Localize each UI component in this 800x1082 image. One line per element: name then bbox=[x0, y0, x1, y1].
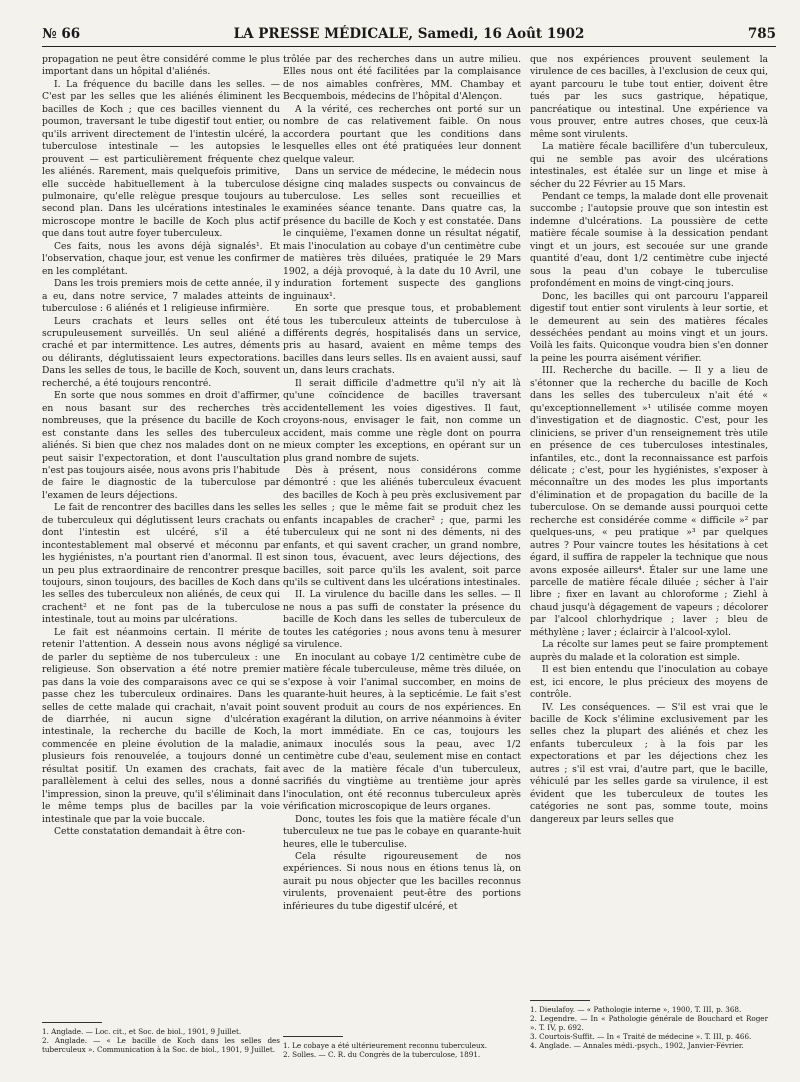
footnotes-col1 bbox=[42, 1027, 280, 1054]
paragraph: que nos expériences prouvent seulement la virulence de ces bacilles, à l'exclusion de ceux qui, ayant parcouru le tube tout entier, doivent être tués par les sucs gastrique, hépatique, pancréatique ou intestinal. Une expérience va vous prouver, entre autres choses, que ceux-là même sont virulents. bbox=[530, 54, 768, 140]
issue-number: № 66 bbox=[42, 26, 81, 42]
footnote: 3. Courtois-Suffit. — In « Traité de médecine ». T. III, p. 466. bbox=[530, 1032, 752, 1041]
footnote-rule bbox=[42, 1022, 102, 1023]
paragraph: Il est bien entendu que l'inoculation au cobaye est, ici encore, le plus précieux des moyens de contrôle. bbox=[530, 664, 768, 701]
column-2 bbox=[283, 54, 521, 913]
section-heading-paragraph: II. La virulence du bacille dans les selles. — Il ne nous a pas suffi de constater la présence du bacille de Koch dans les selles de tuberculeux de toutes les catégories ; nous avons tenu à mesurer sa virulence. bbox=[283, 589, 521, 651]
paragraph: Pendant ce temps, la malade dont elle provenait succombe ; l'autopsie prouve que son intestin est indemne d'ulcérations. La poussière de cette matière fécale soumise à la dessication pendant vingt et un jours, est secouée sur une grande quantité d'eau, dont 1/2 centimètre cube injecté sous la peau d'un cobaye le tuberculise profondément en moins de vingt-cinq jours. bbox=[530, 190, 768, 290]
footnote: 4. Anglade. — Annales médi.-psych., 1902, Janvier-Février. bbox=[530, 1041, 744, 1050]
footnote: 1. Le cobaye a été ultérieurement reconnu tuberculeux. bbox=[283, 1041, 487, 1050]
footnote: 2. Legendre. — In « Pathologie générale de Bouchard et Roger ». T. IV, p. 692. bbox=[530, 1014, 768, 1032]
paragraph: Ces faits, nous les avons déjà signalés¹. Et l'observation, chaque jour, est venue les confirmer en les complétant. bbox=[42, 240, 280, 277]
footnote: 2. Solles. — C. R. du Congrès de la tuberculose, 1891. bbox=[283, 1050, 481, 1059]
paragraph: trôlée par des recherches dans un autre milieu. Elles nous ont été facilitées par la complaisance de nos aimables confrères, MM. Chambay et Becquembois, médecins de l'hôpital d'Alençon. bbox=[283, 54, 521, 103]
paragraph: Donc, les bacilles qui ont parcouru l'appareil digestif tout entier sont virulents à leur sortie, et le demeurent au sein des matières fécales desséchées pendant au moins vingt et un jours. Voilà les faits. Quiconque voudra bien s'en donner la peine les pourra aisément vérifier. bbox=[530, 290, 768, 364]
section-heading-paragraph: IV. Les conséquences. — S'il est vrai que le bacille de Kock s'élimine exclusivement par les selles chez la plupart des aliénés et chez les enfants tuberculeux ; à la fois par les expectorations et par les déjections chez les autres ; s'il est vrai, d'autre part, que le bacille, véhiculé par les selles garde sa virulence, il est évident que les tuberculeux de toutes les catégories ne sont pas, somme toute, moins dangereux par leurs selles que bbox=[530, 701, 768, 825]
section-heading-paragraph: I. La fréquence du bacille dans les selles. — C'est par les selles que les aliénés éliminent les bacilles de Koch ; que ces bacilles viennent du poumon, traversant le tube digestif tout entier, ou qu'ils arrivent directement de l'intestin ulcéré, la tuberculose intestinale — les autopsies le prouvent — est particulièrement fréquente chez les aliénés. Rarement, mais quelquefois primitive, elle succède habituellement à la tuberculose pulmonaire, qu'elle relègue presque toujours au second plan. Dans les ulcérations intestinales le microscope montre le bacille de Koch plus actif que dans tout autre foyer tuberculeux. bbox=[42, 78, 280, 240]
paragraph: Cela résulte rigoureusement de nos expériences. Si nous nous en étions tenus là, on aurait pu nous objecter que les bacilles reconnus virulents, provenaient peut-être des portions inférieures du tube digestif ulcéré, et bbox=[283, 851, 521, 912]
page-header bbox=[42, 22, 776, 42]
paragraph: Dans un service de médecine, le médecin nous désigne cinq malades suspects ou convaincus de tuberculose. Les selles sont recueillies et examinées séance tenante. Dans quatre cas, la présence du bacille de Koch y est constatée. Dans le cinquième, l'examen donne un résultat négatif, mais l'inoculation au cobaye d'un centimètre cube de matières très diluées, pratiquée le 29 Mars 1902, a déjà provoqué, à la date du 10 Avril, une induration fortement suspecte des ganglions inguinaux¹. bbox=[283, 166, 521, 302]
paragraph: Le fait est néanmoins certain. Il mérite de retenir l'attention. A dessein nous avons négligé de parler du septième de nos tuberculeux : une religieuse. Son observation a été notre premier pas dans la voie des comparaisons avec ce qui se passe chez les tuberculeux ordinaires. Dans les selles de cette malade qui crachait, n'avait point de diarrhée, ni aucun signe d'ulcération intestinale, la recherche du bacille de Koch, commencée en pleine évolution de la maladie, plusieurs fois renouvelée, a toujours donné un résultat positif. Un examen des crachats, fait parallèlement à celui des selles, nous a donné l'impression, sinon la preuve, qu'il s'éliminait dans le même temps plus de bacilles par la voie intestinale que par la voie buccale. bbox=[42, 626, 280, 825]
footnotes-col3 bbox=[530, 1005, 768, 1050]
footnote: 1. Dieulafoy. — « Pathologie interne », 1900, T. III, p. 368. bbox=[530, 1005, 742, 1014]
footnote: 1. Anglade. — Loc. cit., et Soc. de biol., 1901, 9 Juillet. bbox=[42, 1027, 242, 1036]
paragraph: Dès à présent, nous considérons comme démontré : que les aliénés tuberculeux évacuent des bacilles de Koch à peu près exclusivement par les selles ; que le même fait se produit chez les enfants incapables de cracher² ; que, parmi les tuberculeux qui ne sont ni des déments, ni des enfants, et qui savent cracher, un grand nombre, sinon tous, évacuent, avec leurs déjections, des bacilles, soit parce qu'ils les avalent, soit parce qu'ils se cultivent dans les ulcérations intestinales. bbox=[283, 464, 521, 589]
column-1 bbox=[42, 54, 280, 839]
journal-title: LA PRESSE MÉDICALE, Samedi, 16 Août 1902 bbox=[233, 26, 585, 42]
paragraph: Dans les trois premiers mois de cette année, il y a eu, dans notre service, 7 malades atteints de tuberculose : 6 aliénés et 1 religieuse infirmière. bbox=[42, 278, 280, 315]
paragraph: Le fait de rencontrer des bacilles dans les selles de tuberculeux qui déglutissent leurs crachats ou dont l'intestin est ulcéré, s'il a été incontestablement mal observé et méconnu par les hygiénistes, n'a pourtant rien d'anormal. Il est un peu plus extraordinaire de rencontrer presque toujours, sinon toujours, des bacilles de Koch dans les selles des tuberculeux non aliénés, de ceux qui crachent² et ne font pas de la tuberculose intestinale, tout au moins par ulcérations. bbox=[42, 502, 280, 626]
section-heading-paragraph: III. Recherche du bacille. — Il y a lieu de s'étonner que la recherche du bacille de Koch dans les selles des tuberculeux n'ait été « qu'exceptionnellement »¹ utilisée comme moyen d'investigation et de diagnostic. C'est, pour les cliniciens, se priver d'un renseignement très utile en présence de ces tuberculoses intestinales, infantiles, etc., dont la reconnaissance est parfois délicate ; c'est, pour les hygiénistes, s'exposer à méconnaître un des modes les plus importants d'élimination et de propagation du bacille de la tuberculose. On se demande aussi pourquoi cette recherche est considérée comme « difficile »² par quelques-uns, « peu pratique »³ par quelques autres ? Pour vaincre toutes les hésitations à cet égard, il suffira de rappeler la technique que nous avons exposée ailleurs⁴. Étaler sur une lame une parcelle de matière fécale diluée ; sécher à l'air libre ; fixer en lavant au chloroforme ; Ziehl à chaud jusqu'à dégagement de vapeurs ; décolorer par l'alcool chlorhydrique ; laver ; bleu de méthylène ; laver ; éclaircir à l'alcool-xylol. bbox=[530, 365, 768, 638]
footnote-rule bbox=[283, 1036, 343, 1037]
paragraph: Leurs crachats et leurs selles ont été scrupuleusement surveillés. Un seul aliéné a craché et par intermittence. Les autres, déments ou délirants, déglutissaient leurs expectorations. Dans les selles de tous, le bacille de Koch, souvent recherché, a été toujours rencontré. bbox=[42, 315, 280, 389]
paragraph: propagation ne peut être considéré comme le plus important dans un hôpital d'aliénés. bbox=[42, 54, 280, 78]
paragraph: Il serait difficile d'admettre qu'il n'y ait là qu'une coïncidence de bacilles traversant accidentellement les voies digestives. Il faut, croyons-nous, envisager le fait, non comme un accident, mais comme une règle dont on pourra mieux compter les exceptions, en opérant sur un plus grand nombre de sujets. bbox=[283, 377, 521, 464]
page-number: 785 bbox=[747, 26, 776, 42]
paragraph: La récolte sur lames peut se faire promptement auprès du malade et la coloration est simple. bbox=[530, 639, 768, 663]
column-3 bbox=[530, 54, 768, 826]
footnotes-col2 bbox=[283, 1041, 521, 1059]
paragraph: Donc, toutes les fois que la matière fécale d'un tuberculeux ne tue pas le cobaye en quarante-huit heures, elle le tuberculise. bbox=[283, 813, 521, 850]
paragraph: En sorte que nous sommes en droit d'affirmer, en nous basant sur des recherches très nombreuses, que la présence du bacille de Koch est constante dans les selles des tuberculeux aliénés. Si bien que chez nos malades dont on ne peut saisir l'expectoration, et dont l'auscultation n'est pas toujours aisée, nous avons pris l'habitude de faire le diagnostic de la tuberculose par l'examen de leurs déjections. bbox=[42, 390, 280, 501]
paragraph: En inoculant au cobaye 1/2 centimètre cube de matière fécale tuberculeuse, même très diluée, on s'expose à voir l'animal succomber, en moins de quarante-huit heures, à la septicémie. Le fait s'est souvent produit au cours de nos expériences. En exagérant la dilution, on arrive néanmoins à éviter la mort immédiate. En ce cas, toujours les animaux inoculés sous la peau, avec 1/2 centimètre cube d'eau, seulement mise en contact avec de la matière fécale d'un tuberculeux, sacrifiés du vingtième au trentième jour après l'inoculation, ont été reconnus tuberculeux après vérification microscopique de leurs organes. bbox=[283, 651, 521, 813]
footnote: 2. Anglade. — « Le bacille de Koch dans les selles des tuberculeux ». Communication à la Soc. de biol., 1901, 9 Juillet. bbox=[42, 1036, 280, 1054]
paragraph: Cette constatation demandait à être con- bbox=[54, 826, 246, 838]
footnote-rule bbox=[530, 1000, 590, 1001]
header-rule bbox=[42, 46, 776, 47]
paragraph: La matière fécale bacillifère d'un tuberculeux, qui ne semble pas avoir des ulcérations intestinales, est étalée sur un linge et mise à sécher du 22 Février au 15 Mars. bbox=[530, 141, 768, 190]
paragraph: En sorte que presque tous, et probablement tous les tuberculeux atteints de tuberculose à différents degrés, hospitalisés dans un service, pris au hasard, avaient en même temps des bacilles dans leurs selles. Ils en avaient aussi, sauf un, dans leurs crachats. bbox=[283, 303, 521, 377]
paragraph: A la vérité, ces recherches ont porté sur un nombre de cas relativement faible. On nous accordera pourtant que les conditions dans lesquelles elles ont été pratiquées leur donnent quelque valeur. bbox=[283, 103, 521, 165]
